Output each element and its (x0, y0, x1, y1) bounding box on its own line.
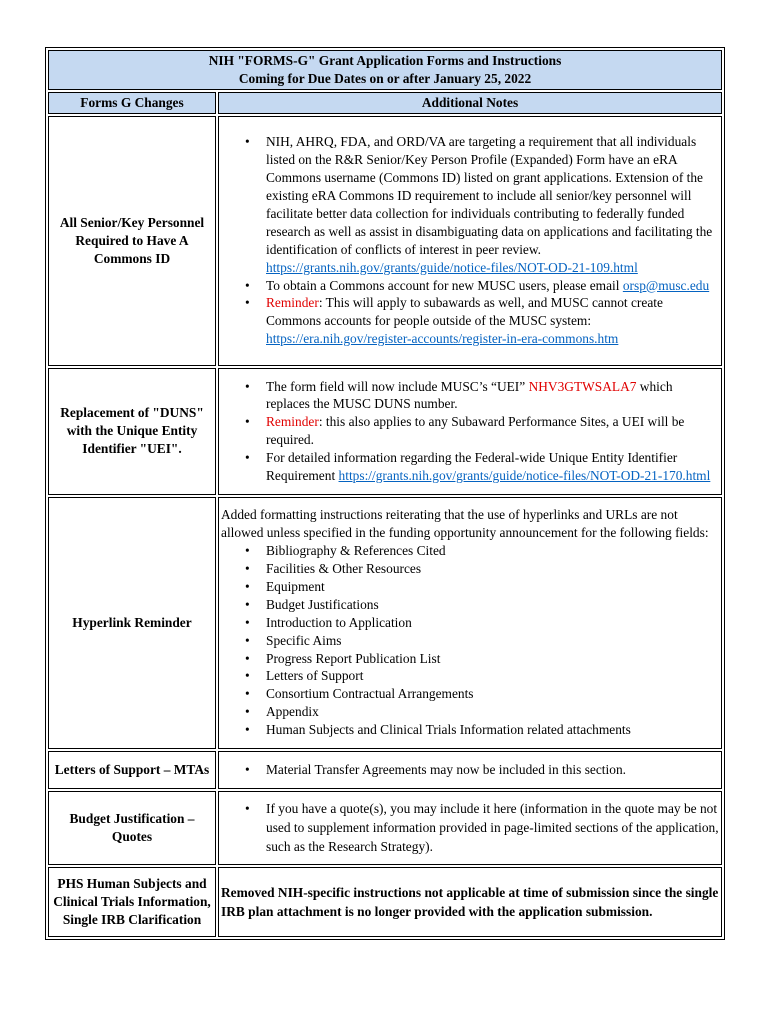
orsp-email-link[interactable]: orsp@musc.edu (622, 277, 710, 293)
forms-g-changes-table (45, 47, 725, 940)
header-row (48, 92, 722, 114)
table-row (48, 791, 722, 865)
note-text: The form field will now include MUSC’s “UEI” (266, 378, 526, 394)
note-text: : this also applies to any Subaward Performance Sites, a UEI will be required. (266, 414, 685, 448)
row-label: Replacement of "DUNS" with the Unique Entity Identifier "UEI". (48, 368, 216, 495)
table-title (48, 50, 722, 90)
note-intro: Added formatting instructions reiterating that the use of hyperlinks and URLs are not allowed unless specified in the funding opportunity announcement for the following fields: (221, 507, 709, 541)
row-label: All Senior/Key Personnel Required to Have A Commons ID (48, 116, 216, 366)
row-notes: Removed NIH-specific instructions not applicable at time of submission since the single IRB plan attachment is no longer provided with the application submission. (218, 867, 722, 937)
note-text: which replaces the MUSC DUNS number. (266, 378, 673, 412)
row-notes (218, 116, 722, 366)
list-item: • Facilities & Other Resources (266, 560, 719, 578)
title-line-2: Coming for Due Dates on or after January 25, 2022 (238, 70, 532, 86)
bullet-list (221, 761, 719, 779)
bullet-list (221, 542, 719, 739)
bullet-list (221, 378, 719, 485)
list-item (266, 277, 719, 295)
list-item: • Equipment (266, 578, 719, 596)
list-item (266, 413, 719, 449)
list-item (266, 378, 719, 414)
list-item: • Human Subjects and Clinical Trials Information related attachments (266, 721, 719, 739)
list-item: • Bibliography & References Cited (266, 542, 719, 560)
list-item (266, 133, 719, 276)
row-label: Letters of Support – MTAs (48, 751, 216, 789)
notice-link-od-21-109[interactable]: https://grants.nih.gov/grants/guide/notice-files/NOT-OD-21-109.html (266, 259, 638, 275)
row-label: PHS Human Subjects and Clinical Trials Information, Single IRB Clarification (48, 867, 216, 937)
table-row (48, 116, 722, 366)
column-header-changes: Forms G Changes (48, 92, 216, 114)
document-page (45, 47, 723, 940)
list-item (266, 294, 719, 348)
row-notes (218, 497, 722, 749)
title-line-1: NIH "FORMS-G" Grant Application Forms and Instructions (208, 53, 562, 68)
reminder-label: Reminder (266, 414, 319, 430)
list-item: • Specific Aims (266, 632, 719, 650)
note-text: To obtain a Commons account for new MUSC users, please email (266, 277, 620, 293)
bullet-list (221, 133, 719, 348)
row-label: Budget Justification – Quotes (48, 791, 216, 865)
reminder-label: Reminder (266, 295, 319, 311)
row-notes (218, 751, 722, 789)
table-row (48, 867, 722, 937)
uei-value: NHV3GTWSALA7 (528, 378, 637, 394)
note-text: : This will apply to subawards as well, and MUSC cannot create Commons accounts for people outside of the MUSC system: (266, 295, 663, 329)
notice-link-od-21-170[interactable]: https://grants.nih.gov/grants/guide/notice-files/NOT-OD-21-170.html (338, 468, 711, 484)
list-item: • Consortium Contractual Arrangements (266, 685, 719, 703)
note-text: For detailed information regarding the Federal-wide Unique Entity Identifier Requirement (266, 450, 678, 484)
row-label: Hyperlink Reminder (48, 497, 216, 749)
list-item: • If you have a quote(s), you may include it here (information in the quote may be not used to supplement information provided in page-limited sections of the application, such as the Research Strategy). (266, 799, 719, 856)
list-item: • Letters of Support (266, 667, 719, 685)
list-item: • Progress Report Publication List (266, 650, 719, 668)
table-row (48, 368, 722, 495)
row-notes (218, 791, 722, 865)
note-text: NIH, AHRQ, FDA, and ORD/VA are targeting a requirement that all individuals listed on the R&R Senior/Key Person Profile (Expanded) Form have an eRA Commons username (Commons ID) listed on grant applications. Extension of the existing eRA Commons ID requirement to include all senior/key personnel will facilitate better data collection for individuals contributing to federally funded research as well as assist in disambiguating data on applications and facilitating the identification of conflicts of interest in peer review. (266, 134, 713, 257)
era-commons-register-link[interactable]: https://era.nih.gov/register-accounts/register-in-era-commons.htm (266, 331, 619, 347)
row-notes (218, 368, 722, 495)
list-item: • Material Transfer Agreements may now be included in this section. (266, 761, 719, 779)
bullet-list (221, 799, 719, 856)
list-item (266, 449, 719, 485)
table-row (48, 497, 722, 749)
column-header-notes: Additional Notes (218, 92, 722, 114)
table-row (48, 751, 722, 789)
list-item: • Introduction to Application (266, 614, 719, 632)
title-row (48, 50, 722, 90)
list-item: • Appendix (266, 703, 719, 721)
list-item: • Budget Justifications (266, 596, 719, 614)
